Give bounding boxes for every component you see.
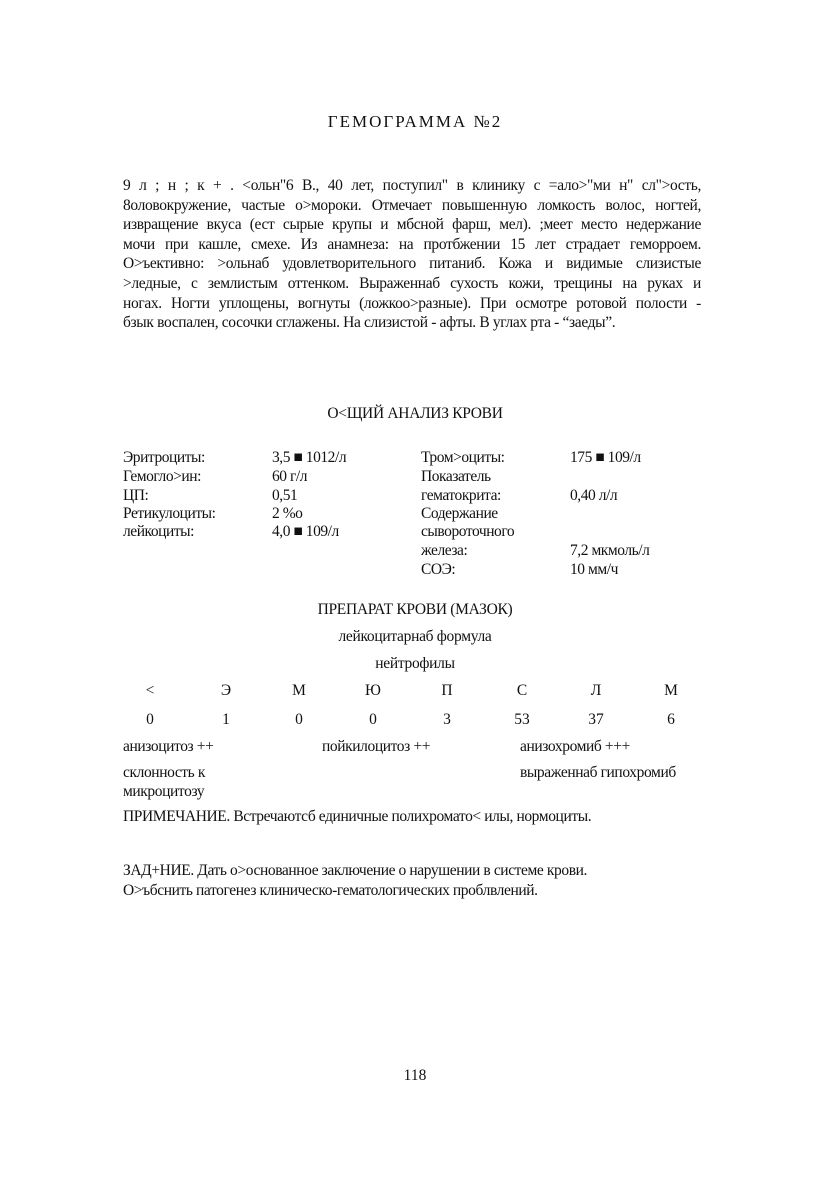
- hemoglobin-label: Гемогло>ин:: [123, 468, 201, 485]
- serum-iron-value: 7,2 мкмоль/л: [570, 542, 650, 559]
- formula-value-cell: 3: [443, 711, 451, 728]
- formula-header-cell: П: [441, 682, 453, 699]
- hematocrit-value: 0,40 л/л: [570, 487, 618, 504]
- color-index-value: 0,51: [272, 487, 298, 504]
- neutrophils-heading: нейтрофилы: [375, 655, 455, 672]
- formula-value-cell: 6: [667, 711, 675, 728]
- formula-value-cell: 0: [146, 711, 154, 728]
- formula-header-cell: Э: [220, 682, 232, 699]
- case-line: ногах. Ногти уплощены, вогнуты (ложкоо>разные). При осмотре ротовой полости -: [123, 294, 701, 312]
- task-line1: ЗАД+НИЕ. Дать о>основанное заключение о нарушении в системе крови.: [123, 862, 588, 879]
- color-index-label: ЦП:: [123, 487, 149, 504]
- platelets-label: Тром>оциты:: [421, 449, 505, 466]
- formula-header-cell: Ю: [365, 682, 381, 699]
- esr-value: 10 мм/ч: [570, 561, 618, 578]
- hemoglobin-value: 60 г/л: [272, 468, 308, 485]
- anisochromia-text: анизохромиб +++: [520, 738, 630, 755]
- case-line: мочи при кашле, смехе. Из анамнеза: на протбжении 15 лет страдает геморроем.: [123, 235, 701, 253]
- case-line: извращение вкуса (ест сырые крупы и мбсной фарш, мел). ;меет место недержание: [123, 216, 701, 234]
- hypochromia-text: выраженнаб гипохромиб: [520, 764, 676, 781]
- blood-analysis-heading: О<ЩИЙ АНАЛИЗ КРОВИ: [327, 405, 503, 422]
- page-number: 118: [403, 1067, 427, 1084]
- reticulocytes-label: Ретикулоциты:: [123, 505, 216, 522]
- formula-header-cell: М: [664, 682, 678, 699]
- formula-value-cell: 53: [514, 711, 530, 728]
- poikilocytosis-text: пойкилоцитоз ++: [322, 738, 431, 755]
- formula-header-cell: Л: [590, 682, 602, 699]
- case-line: бзык воспален, сосочки сглажены. На слизистой - афты. В углах рта - “заеды”.: [123, 314, 616, 332]
- microcytosis-tendency-line2: микроцитозу: [123, 783, 205, 800]
- leukocytes-value: 4,0 ■ 109/л: [272, 523, 339, 540]
- esr-label: СОЭ:: [421, 561, 456, 578]
- serum-iron-label-line2: сывороточного: [421, 523, 515, 540]
- leukocyte-formula-heading: лейкоцитарнаб формула: [338, 628, 492, 645]
- rbc-label: Эритроциты:: [123, 449, 205, 466]
- formula-value-cell: 0: [295, 711, 303, 728]
- hematocrit-label-line1: Показатель: [421, 468, 491, 485]
- formula-value-cell: 0: [369, 711, 377, 728]
- formula-header-cell: <: [145, 682, 155, 699]
- case-line: О>ъективно: >ольнаб удовлетворительного питаниб. Кожа и видимые слизистые: [123, 255, 701, 273]
- rbc-value: 3,5 ■ 1012/л: [272, 449, 347, 466]
- smear-heading: ПРЕПАРАТ КРОВИ (МАЗОК): [317, 601, 513, 618]
- task-line2: О>ъбснить патогенез клиническо-гематологических проблвлений.: [123, 882, 538, 899]
- document-title: ГЕМОГРАММА №2: [327, 112, 503, 131]
- case-line: 8оловокружение, частые о>мороки. Отмечает повышенную ломкость волос, ногтей,: [123, 196, 701, 214]
- microcytosis-tendency-line1: склонность к: [123, 764, 205, 781]
- serum-iron-label-line3: железа:: [421, 542, 468, 559]
- leukocytes-label: лейкоциты:: [123, 523, 194, 540]
- anisocytosis-text: анизоцитоз ++: [123, 738, 214, 755]
- case-description: [123, 176, 701, 333]
- case-line: 9 л ; н ; к + . <ольн"6 В., 40 лет, поступил" в клинику с =ало>"ми н" сл">ость,: [123, 177, 701, 194]
- platelets-value: 175 ■ 109/л: [570, 449, 641, 466]
- reticulocytes-value: 2 %о: [272, 505, 303, 522]
- hematocrit-label-line2: гематокрита:: [421, 487, 501, 504]
- formula-value-cell: 37: [588, 711, 604, 728]
- smear-note: ПРИМЕЧАНИЕ. Встречаютсб единичные полихромато< илы, нормоциты.: [123, 808, 592, 825]
- formula-header-cell: С: [516, 682, 528, 699]
- serum-iron-label-line1: Содержание: [421, 505, 498, 522]
- formula-header-cell: М: [292, 682, 306, 699]
- formula-value-cell: 1: [222, 711, 230, 728]
- case-line: >ледные, с землистым оттенком. Выраженнаб сухость кожи, трещины на руках и: [123, 274, 701, 292]
